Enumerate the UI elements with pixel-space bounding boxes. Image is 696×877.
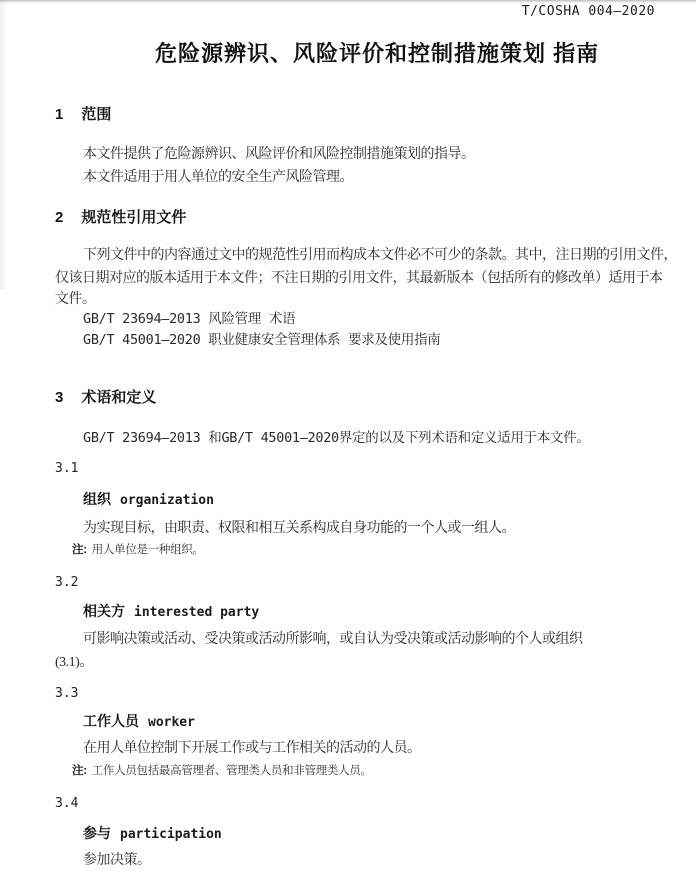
section-3-heading [55, 389, 156, 408]
term-3-2-title [83, 602, 259, 622]
term-3-1-definition: 为实现目标，由职责、权限和相互关系构成自身功能的一个人或一组人。 [83, 521, 515, 536]
term-3-1-en: organization [120, 493, 214, 508]
section-3-number: 3 [55, 389, 64, 406]
section-1-number: 1 [55, 106, 64, 123]
note-text: 工作人员包括最高管理者、管理类人员和非管理类人员。 [91, 765, 372, 777]
section-2-title: 规范性引用文件 [81, 209, 187, 226]
note-label: 注: [72, 544, 87, 556]
clause-3-2-number: 3.2 [55, 575, 79, 590]
term-3-3-en: worker [148, 715, 195, 730]
clause-3-3-number: 3.3 [55, 686, 79, 701]
term-3-1-note [72, 543, 204, 557]
term-3-3-definition: 在用人单位控制下开展工作或与工作相关的活动的人员。 [83, 741, 421, 756]
term-3-3-cn: 工作人员 [83, 713, 139, 729]
reference-item-1: GB/T 23694—2013 风险管理 术语 [83, 311, 296, 327]
standard-number: T/COSHA 004—2020 [521, 4, 655, 19]
section-1-heading [55, 106, 111, 125]
scope-line-1: 本文件提供了危险源辨识、风险评价和风险控制措施策划的指导。 [83, 147, 475, 162]
term-3-2-definition-line-1: 可影响决策或活动、受决策或活动所影响，或自认为受决策或活动影响的个人或组织 [83, 632, 583, 647]
document-title: 危险源辨识、风险评价和控制措施策划 指南 [155, 41, 600, 66]
term-3-1-title [83, 490, 214, 510]
term-3-2-cn: 相关方 [83, 603, 125, 619]
reference-item-2: GB/T 45001—2020 职业健康安全管理体系 要求及使用指南 [83, 332, 441, 348]
note-text: 用人单位是一种组织。 [91, 544, 204, 556]
term-3-4-cn: 参与 [83, 825, 111, 841]
term-3-2-en: interested party [134, 605, 260, 620]
term-3-3-note [72, 764, 372, 778]
note-label: 注: [72, 765, 87, 777]
clause-3-1-number: 3.1 [55, 461, 79, 476]
term-3-1-cn: 组织 [83, 491, 111, 507]
term-3-4-en: participation [120, 827, 222, 842]
refs-paragraph-line-3: 文件。 [55, 292, 96, 307]
section-3-title: 术语和定义 [81, 389, 157, 406]
term-3-3-title [83, 712, 195, 732]
refs-paragraph-line-2: 仅该日期对应的版本适用于本文件；不注日期的引用文件，其最新版本（包括所有的修改单）适用于本 [55, 271, 663, 286]
scope-line-2: 本文件适用于用人单位的安全生产风险管理。 [83, 170, 353, 185]
clause-3-4-number: 3.4 [55, 796, 79, 811]
term-3-2-definition-line-2: (3.1)。 [55, 655, 93, 670]
term-3-4-title [83, 824, 222, 844]
section-1-title: 范围 [81, 106, 112, 123]
section-2-number: 2 [55, 209, 64, 226]
term-3-4-definition: 参加决策。 [83, 853, 151, 868]
section-2-heading [55, 209, 186, 228]
refs-paragraph-line-1: 下列文件中的内容通过文中的规范性引用而构成本文件必不可少的条款。其中，注日期的引用文件， [83, 248, 677, 263]
terms-intro: GB/T 23694—2013 和GB/T 45001—2020界定的以及下列术语和定义适用于本文件。 [83, 430, 590, 446]
